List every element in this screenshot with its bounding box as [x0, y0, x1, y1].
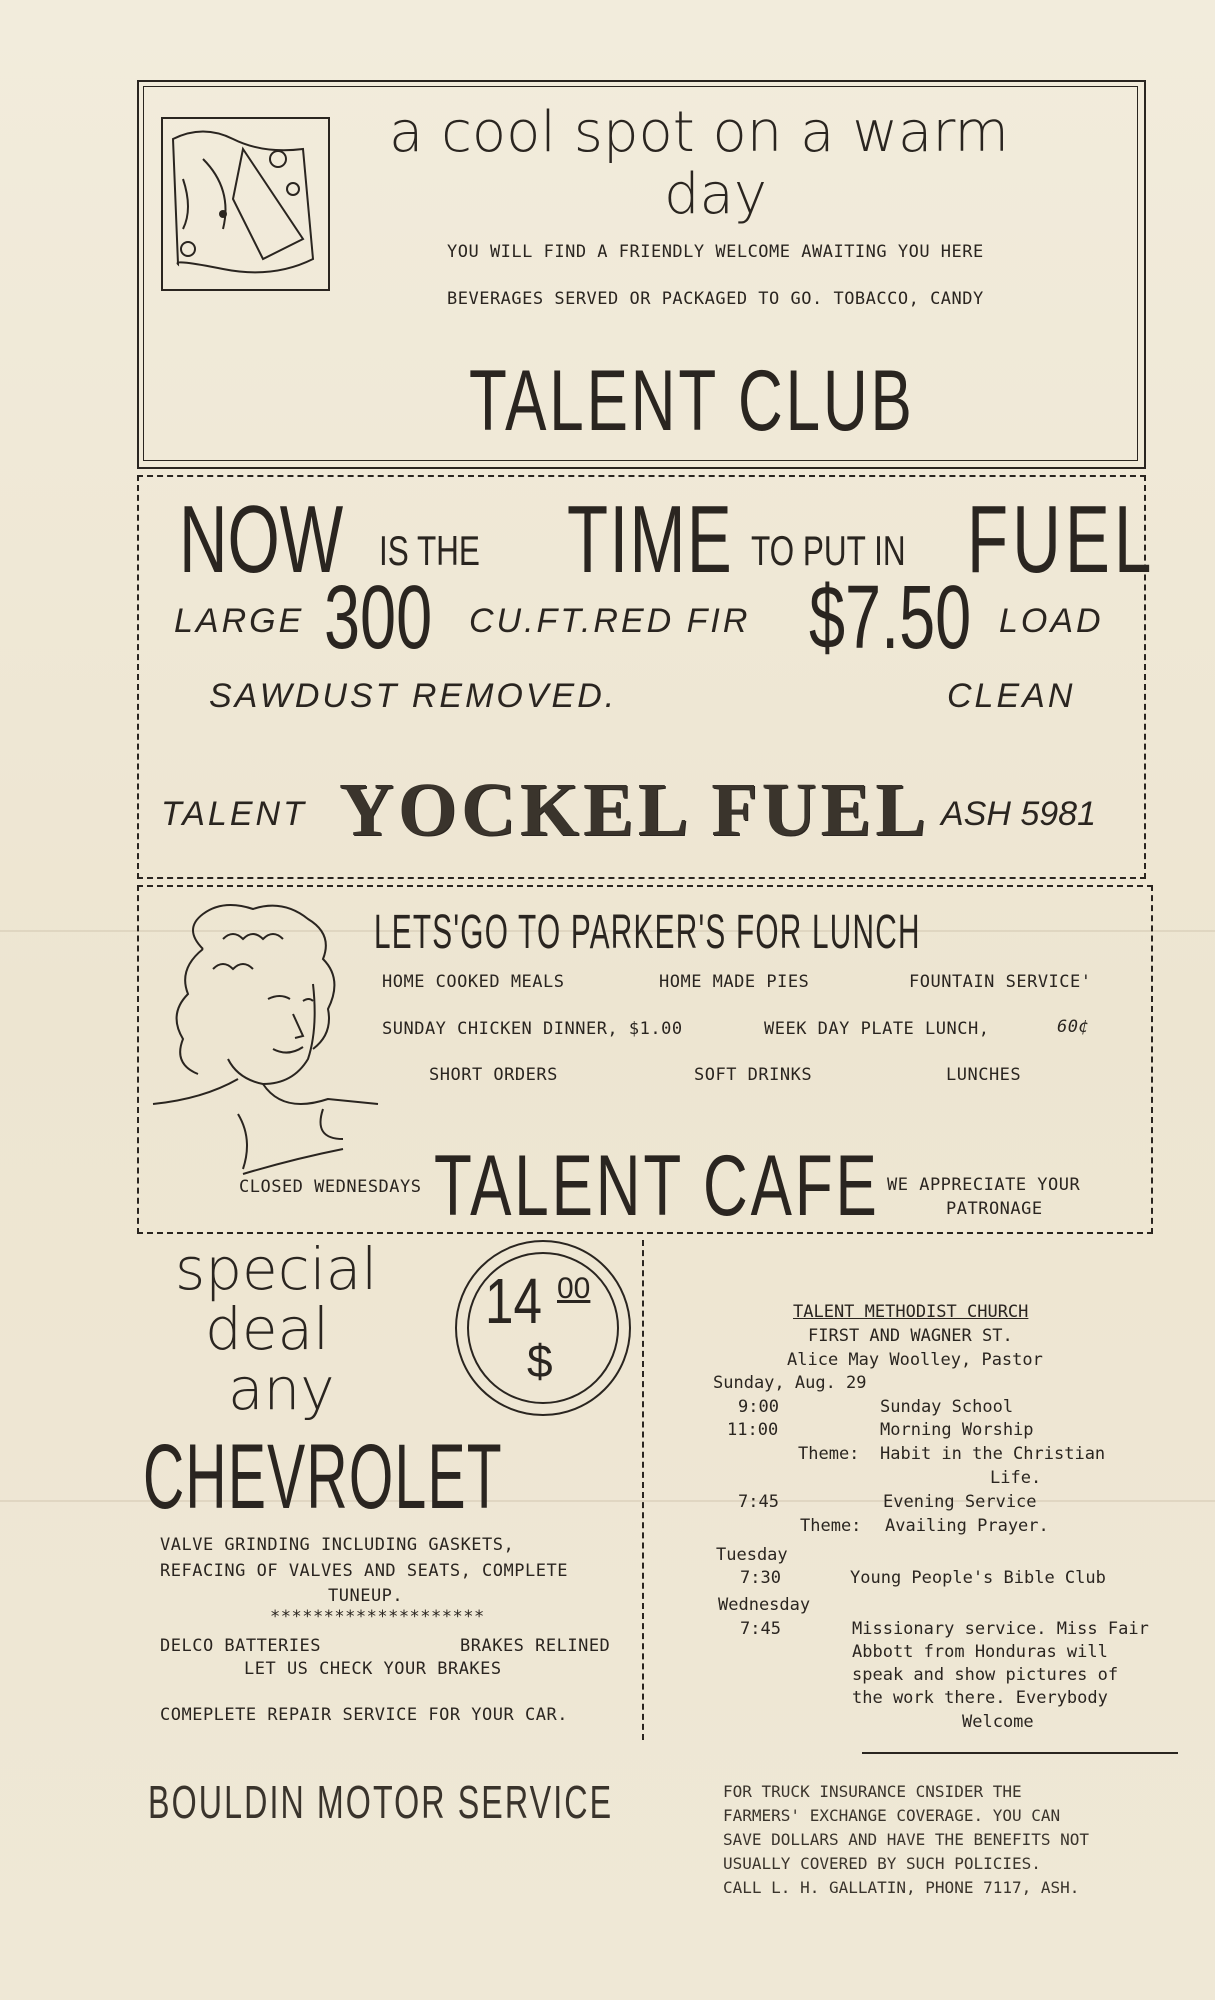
menu-plate-lunch: WEEK DAY PLATE LUNCH, — [764, 1019, 990, 1039]
appreciate-line1: WE APPRECIATE YOUR — [887, 1175, 1081, 1195]
check-brakes: LET US CHECK YOUR BRAKES — [244, 1659, 502, 1679]
menu-short-orders: SHORT ORDERS — [429, 1065, 558, 1085]
theme-2: Availing Prayer. — [885, 1516, 1049, 1536]
menu-fountain: FOUNTAIN SERVICE' — [909, 972, 1092, 992]
wednesday-label: Wednesday — [718, 1595, 811, 1615]
lunch-headline: LETS'GO TO PARKER'S FOR LUNCH — [374, 906, 921, 959]
welcome-text: YOU WILL FIND A FRIENDLY WELCOME AWAITING YOU HERE — [447, 242, 984, 262]
event-5-line2: Abbott from Honduras will — [852, 1642, 1108, 1662]
menu-soft-drinks: SOFT DRINKS — [694, 1065, 813, 1085]
time-4: 7:30 — [740, 1568, 781, 1588]
time-word: TIME — [567, 486, 734, 593]
talent-location: TALENT — [161, 795, 307, 833]
valve-line2: REFACING OF VALVES AND SEATS, COMPLETE — [160, 1561, 568, 1581]
sawdust-text: SAWDUST REMOVED. — [209, 677, 618, 715]
talent-club-name: TALENT CLUB — [469, 353, 915, 449]
valve-line1: VALVE GRINDING INCLUDING GASKETS, — [160, 1535, 515, 1555]
fuel-phone: ASH 5981 — [941, 795, 1096, 833]
headline-line2: day — [664, 162, 768, 227]
load-word: LOAD — [999, 602, 1104, 640]
insurance-line5: CALL L. H. GALLATIN, PHONE 7117, ASH. — [723, 1878, 1080, 1897]
theme-1-cont: Life. — [990, 1468, 1042, 1488]
bouldin-motor-name: BOULDIN MOTOR SERVICE — [148, 1776, 614, 1828]
church-pastor: Alice May Woolley, Pastor — [787, 1350, 1043, 1370]
menu-home-cooked: HOME COOKED MEALS — [382, 972, 565, 992]
fuel-price: $7.50 — [809, 568, 972, 668]
insurance-line3: SAVE DOLLARS AND HAVE THE BENEFITS NOT — [723, 1830, 1090, 1849]
seal-price-sign: $ — [527, 1335, 553, 1387]
fuel-word: FUEL — [967, 486, 1156, 593]
is-the-word: IS THE — [379, 527, 480, 574]
tuesday-label: Tuesday — [716, 1545, 788, 1565]
clean-text: CLEAN — [947, 677, 1076, 715]
insurance-line1: FOR TRUCK INSURANCE CNSIDER THE — [723, 1782, 1022, 1801]
theme-1: Habit in the Christian — [880, 1444, 1106, 1464]
talent-cafe-name: TALENT CAFE — [434, 1138, 880, 1234]
quantity: 300 — [324, 568, 433, 668]
church-address: FIRST AND WAGNER ST. — [808, 1326, 1013, 1346]
any-word: any — [228, 1355, 335, 1423]
menu-sunday-dinner: SUNDAY CHICKEN DINNER, $1.00 — [382, 1019, 683, 1039]
seal-price-cents: 00 — [557, 1272, 591, 1305]
menu-lunches: LUNCHES — [946, 1065, 1022, 1085]
now-word: NOW — [179, 486, 344, 593]
price-seal — [455, 1240, 631, 1416]
seal-price-num: 14 — [485, 1265, 542, 1337]
appreciate-line2: PATRONAGE — [946, 1199, 1043, 1219]
event-5-line3: speak and show pictures of — [852, 1665, 1119, 1685]
deal-word: deal — [205, 1295, 330, 1363]
beverages-text: BEVERAGES SERVED OR PACKAGED TO GO. TOBACCO, CANDY — [447, 289, 984, 309]
event-1: Sunday School — [880, 1397, 1014, 1417]
event-4: Young People's Bible Club — [850, 1568, 1106, 1588]
wood-unit: CU.FT.RED FIR — [469, 602, 751, 640]
talent-cafe-ad — [137, 885, 1153, 1234]
menu-home-pies: HOME MADE PIES — [659, 972, 810, 992]
insurance-line4: USUALLY COVERED BY SUCH POLICIES. — [723, 1854, 1041, 1873]
insurance-line2: FARMERS' EXCHANGE COVERAGE. YOU CAN — [723, 1806, 1061, 1825]
woman-portrait-illustration — [143, 899, 383, 1209]
closed-wednesdays: CLOSED WEDNESDAYS — [239, 1177, 422, 1197]
yockel-fuel-ad — [137, 475, 1156, 879]
event-5-line5: Welcome — [962, 1712, 1034, 1732]
cocktail-illustration — [161, 117, 330, 291]
talent-club-ad — [137, 80, 1146, 469]
special-word: special — [175, 1235, 378, 1303]
complete-repair: COMEPLETE REPAIR SERVICE FOR YOUR CAR. — [160, 1705, 568, 1725]
event-5-line4: the work there. Everybody — [852, 1688, 1108, 1708]
service-date: Sunday, Aug. 29 — [713, 1373, 867, 1393]
yockel-fuel-brand: YOCKEL FUEL — [339, 768, 930, 852]
time-3: 7:45 — [738, 1492, 779, 1512]
to-put-in-word: TO PUT IN — [751, 527, 906, 574]
event-2: Morning Worship — [880, 1420, 1034, 1440]
chevrolet-word: CHEVROLET — [143, 1426, 503, 1528]
large-word: LARGE — [174, 602, 305, 640]
headline-line1: a cool spot on a warm — [389, 100, 1009, 165]
plate-lunch-price: 60¢ — [1057, 1017, 1090, 1037]
time-5: 7:45 — [740, 1619, 781, 1639]
column-divider — [642, 1240, 644, 1740]
theme-label-2: Theme: — [800, 1516, 862, 1536]
church-name: TALENT METHODIST CHURCH — [793, 1302, 1029, 1322]
valve-line3: TUNEUP. — [328, 1586, 404, 1606]
delco-batteries: DELCO BATTERIES — [160, 1636, 322, 1656]
stars-divider: ******************** — [270, 1607, 485, 1627]
separator-rule — [862, 1752, 1178, 1754]
time-2: 11:00 — [727, 1420, 779, 1440]
theme-label-1: Theme: — [798, 1444, 860, 1464]
time-1: 9:00 — [738, 1397, 779, 1417]
event-5-line1: Missionary service. Miss Fair — [852, 1619, 1149, 1639]
event-3: Evening Service — [883, 1492, 1037, 1512]
brakes-relined: BRAKES RELINED — [460, 1636, 611, 1656]
